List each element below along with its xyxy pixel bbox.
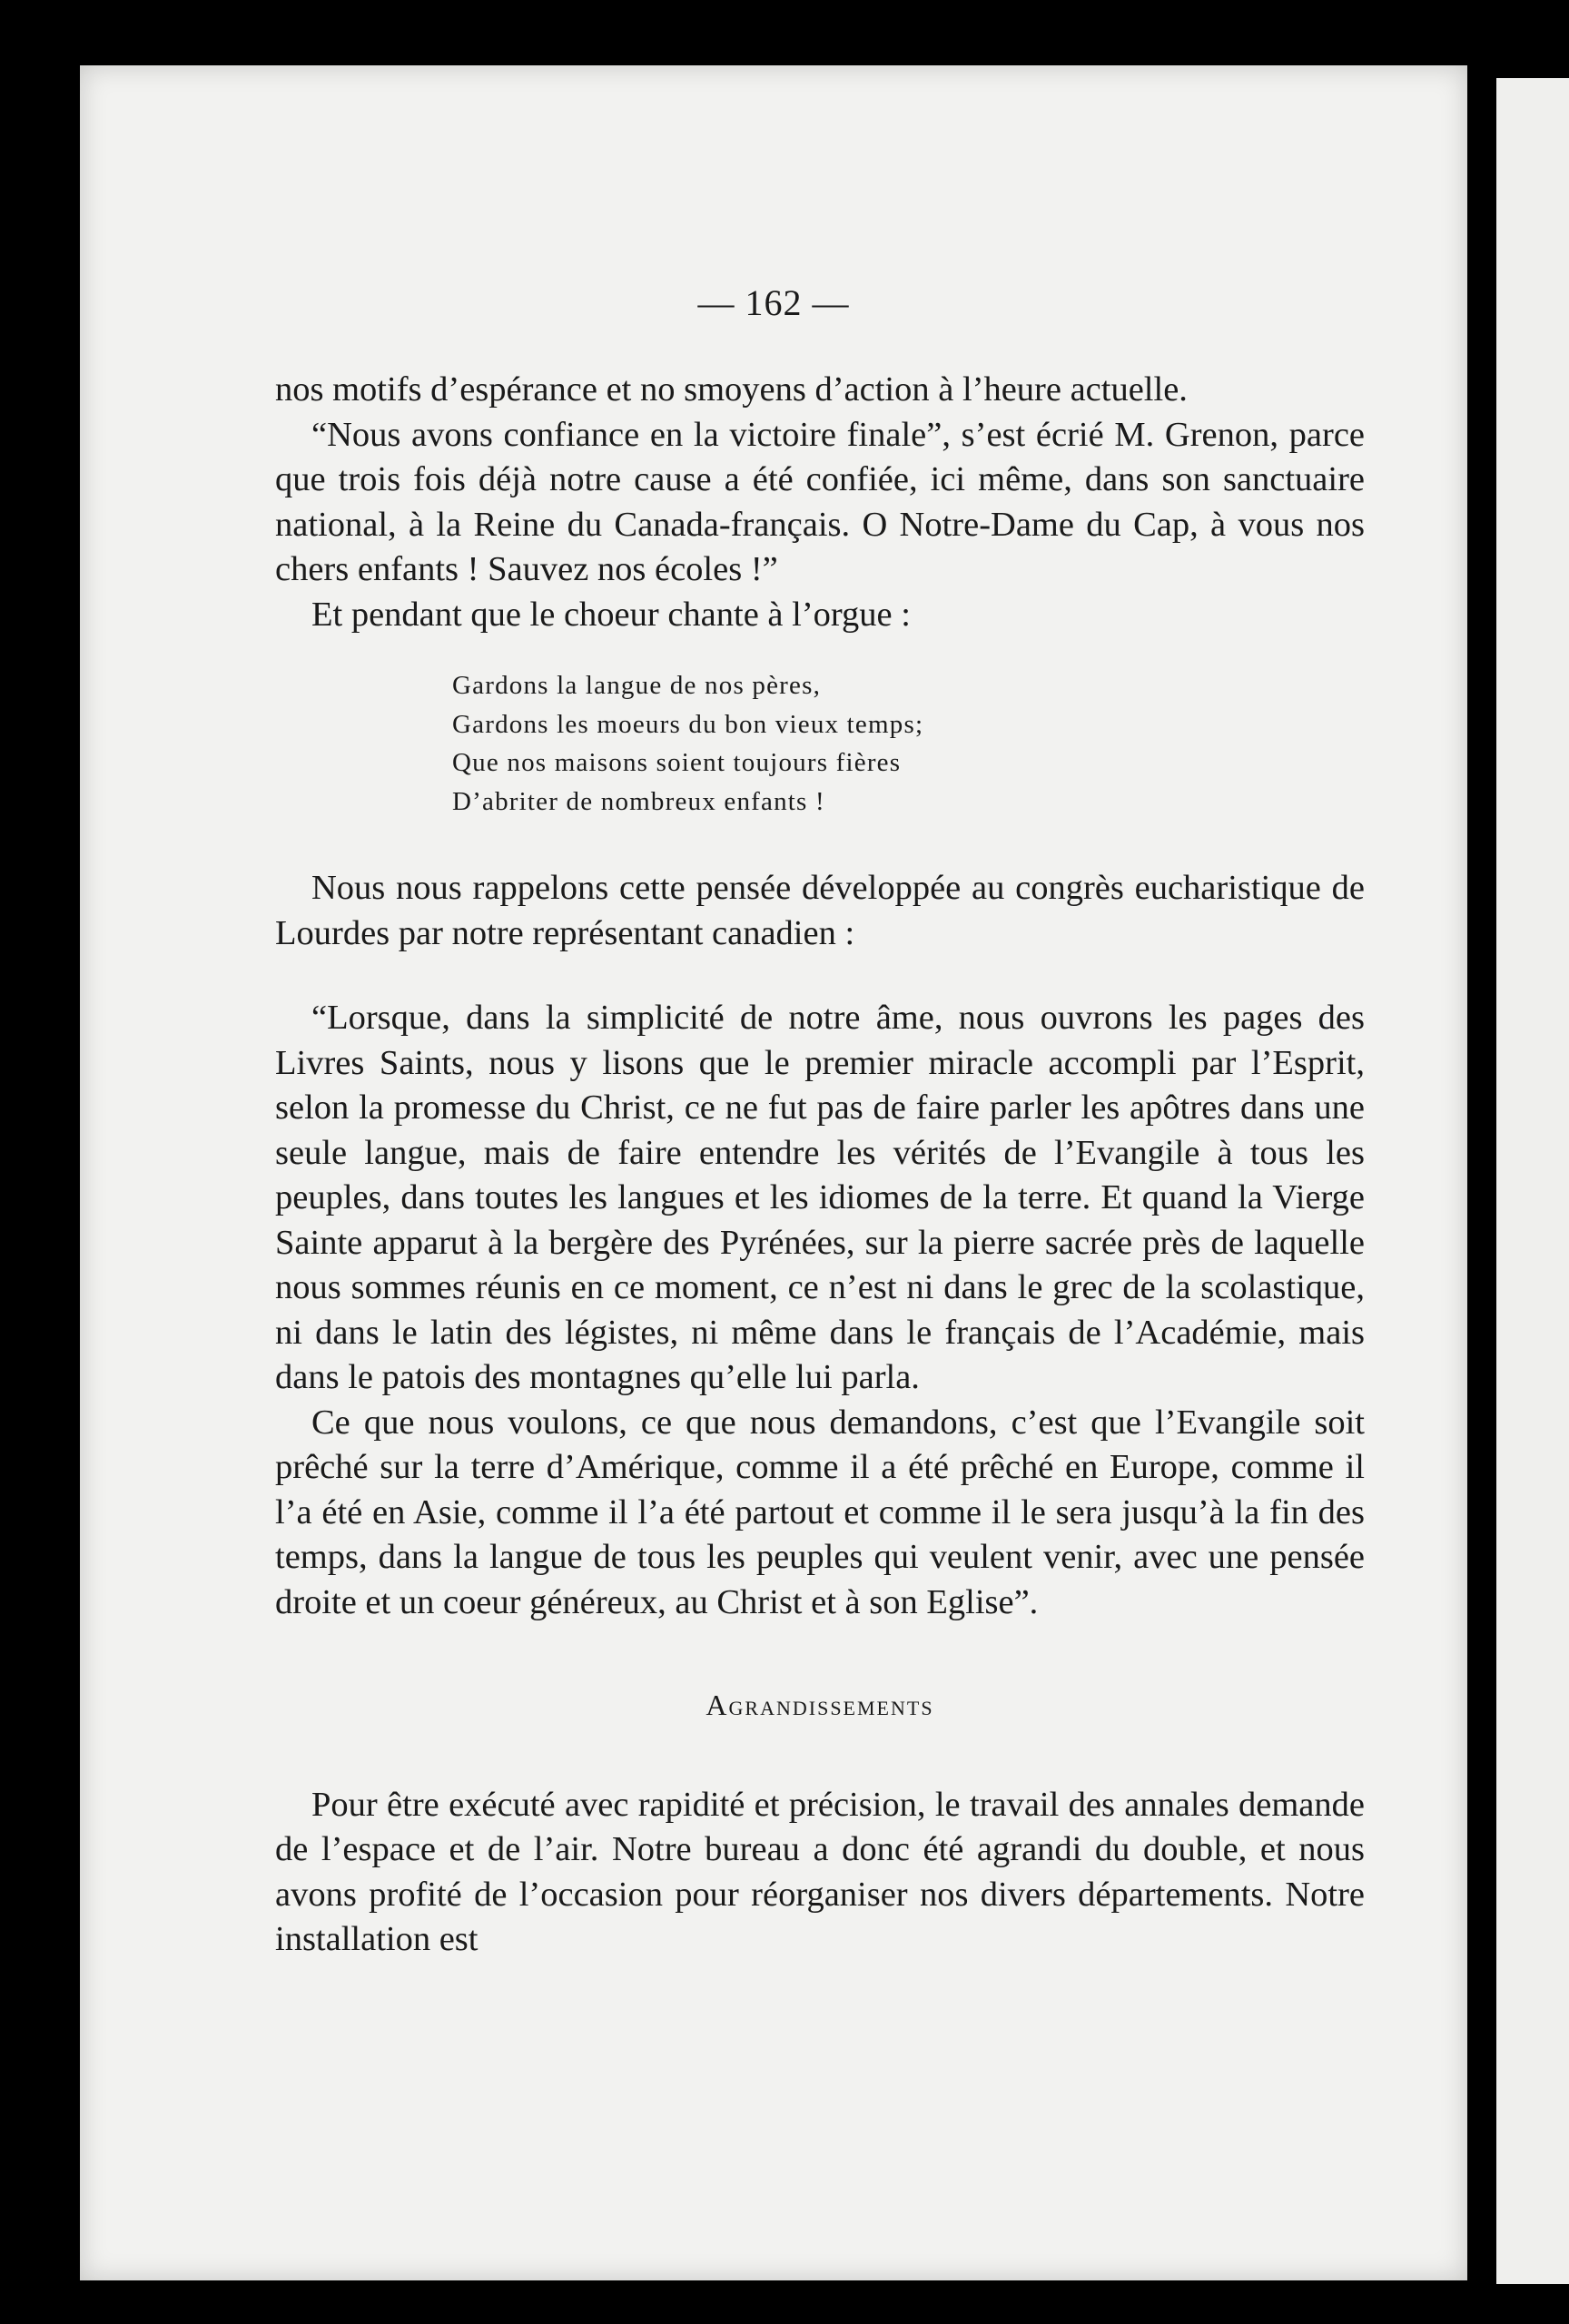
book-page bbox=[80, 65, 1467, 2280]
paragraph: Pour être exécuté avec rapidité et précision, le travail des annales demande de l’espace et de l’air. Notre bureau a donc été agrandi du double, et nous avons profité de l’occasion pour réorganiser nos divers départements. Notre installation est bbox=[275, 1785, 1365, 1958]
body-text bbox=[275, 368, 1365, 1963]
spacer bbox=[275, 956, 1365, 996]
paragraph: “Lorsque, dans la simplicité de notre âme, nous ouvrons les pages des Livres Saints, nous y lisons que le premier miracle accompli par l’Esprit, selon la promesse du Christ, ce ne fut pas de faire parler les apôtres dans une seule langue, mais de faire entendre les vérités de l’Evangile à tous les peuples, dans toutes les langues et les idiomes de la terre. Et quand la Vierge Sainte apparut à la bergère des Pyrénées, sur la pierre sacrée près de laquelle nous sommes réunis en ce moment, ce n’est ni dans le grec de la scolastique, ni dans le latin des légistes, ni même dans le français de l’Académie, mais dans le patois des montagnes qu’elle lui parla. bbox=[275, 999, 1365, 1396]
poem-verse: D’abriter de nombreux enfants ! bbox=[452, 786, 825, 816]
poem bbox=[452, 666, 1365, 821]
page-number: — 162 — bbox=[697, 282, 850, 323]
paragraph-group-2 bbox=[275, 866, 1365, 956]
paragraph-group-3 bbox=[275, 996, 1365, 1625]
paragraph: “Nous avons confiance en la victoire finale”, s’est écrié M. Grenon, parce que trois fois déjà notre cause a été confiée, ici même, dans son sanctuaire national, à la Reine du Canada-français. O Notre-Dame du Cap, à vous nos chers enfants ! Sauvez nos écoles !” bbox=[275, 415, 1365, 588]
paragraph-group-4 bbox=[275, 1783, 1365, 1963]
paragraph-group-1 bbox=[275, 368, 1365, 637]
poem-verse: Gardons les moeurs du bon vieux temps; bbox=[452, 709, 924, 739]
paragraph: Et pendant que le choeur chante à l’orgue : bbox=[311, 595, 911, 634]
poem-verse: Gardons la langue de nos pères, bbox=[452, 671, 822, 700]
paragraph: Nous nous rappelons cette pensée développée au congrès eucharistique de Lourdes par notre représentant canadien : bbox=[275, 869, 1365, 952]
poem-verse: Que nos maisons soient toujours fières bbox=[452, 748, 902, 777]
section-heading: Agrandissements bbox=[706, 1689, 934, 1721]
paragraph: Ce que nous voulons, ce que nous demandons, c’est que l’Evangile soit prêché sur la terre d’Amérique, comme il a été prêché en Europe, comme il l’a été en Asie, comme il l’a été partout et comme il le sera jusqu’à la fin des temps, dans la langue de tous les peuples qui veulent venir, avec une pensée droite et un coeur généreux, au Christ et à son Eglise”. bbox=[275, 1403, 1365, 1621]
adjacent-page-edge bbox=[1496, 78, 1569, 2284]
paragraph: nos motifs d’espérance et no smoyens d’action à l’heure actuelle. bbox=[275, 370, 1188, 409]
